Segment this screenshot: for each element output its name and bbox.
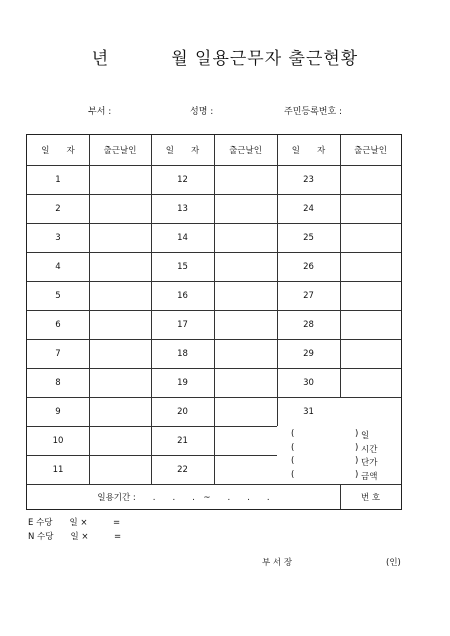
dept-head-label: 부 서 장 bbox=[262, 558, 293, 568]
title-year-suffix: 년 bbox=[91, 49, 110, 69]
day-number-cell: 28 bbox=[303, 319, 314, 330]
day-number-cell: 17 bbox=[177, 319, 188, 330]
day-number-cell: 2 bbox=[55, 203, 61, 214]
day-number-cell: 1 bbox=[55, 174, 61, 185]
column-header: 출근날인 bbox=[229, 146, 262, 156]
column-header: 일 자 bbox=[165, 146, 200, 156]
day-number-cell: 6 bbox=[55, 319, 61, 330]
page-title bbox=[0, 44, 450, 69]
day-number-cell: 24 bbox=[303, 203, 314, 214]
seal-mark: (인) bbox=[386, 558, 401, 568]
summary-open-paren: ( bbox=[291, 456, 295, 466]
day-number-cell: 16 bbox=[177, 290, 188, 301]
day-number-cell: 12 bbox=[177, 174, 188, 185]
day-number-cell: 19 bbox=[177, 377, 188, 388]
day-number-cell: 27 bbox=[303, 290, 314, 301]
day-number-cell: 26 bbox=[303, 261, 314, 272]
summary-unit-label: 금액 bbox=[361, 471, 378, 482]
employment-period-label: 일용기간 : . . . ~ . . . bbox=[97, 492, 270, 503]
day-number-cell: 22 bbox=[177, 464, 188, 475]
summary-close-paren: ) bbox=[355, 429, 359, 439]
summary-unit-label: 시간 bbox=[361, 444, 378, 455]
column-divider bbox=[340, 135, 341, 397]
summary-unit-label: 단가 bbox=[361, 458, 378, 468]
dept-label: 부서 : bbox=[88, 107, 112, 117]
attendance-table bbox=[26, 134, 402, 510]
day-number-cell: 23 bbox=[303, 174, 314, 185]
column-header: 일 자 bbox=[41, 146, 75, 156]
day-number-cell: 5 bbox=[55, 290, 61, 301]
day-number-cell: 4 bbox=[55, 261, 61, 272]
day-number-cell: 11 bbox=[52, 464, 64, 475]
day-number-cell: 7 bbox=[55, 348, 61, 359]
day-number-cell: 15 bbox=[177, 261, 188, 272]
summary-close-paren: ) bbox=[355, 442, 359, 453]
day-number-cell: 21 bbox=[177, 435, 188, 446]
day-number-cell: 13 bbox=[177, 203, 188, 214]
day-number-cell: 20 bbox=[177, 406, 188, 417]
column-header: 일 자 bbox=[291, 146, 326, 156]
n-allowance-line: N 수당 일 × = bbox=[28, 532, 122, 542]
day-number-cell: 18 bbox=[177, 348, 188, 359]
summary-close-paren: ) bbox=[355, 456, 359, 466]
name-label: 성명 : bbox=[190, 107, 214, 117]
summary-open-paren: ( bbox=[291, 442, 295, 453]
title-text: 월 일용근무자 출근현황 bbox=[171, 49, 359, 69]
summary-unit-label: 일 bbox=[361, 431, 370, 441]
day-number-cell: 8 bbox=[55, 377, 61, 388]
column-header: 출근날인 bbox=[103, 146, 137, 156]
day-number-cell: 3 bbox=[55, 232, 61, 243]
day-number-cell: 30 bbox=[303, 377, 314, 388]
number-label: 번 호 bbox=[360, 492, 381, 503]
summary-open-paren: ( bbox=[291, 429, 295, 439]
day-number-cell: 29 bbox=[303, 348, 314, 359]
summary-close-paren: ) bbox=[355, 469, 359, 480]
summary-open-paren: ( bbox=[291, 469, 295, 480]
id-number-label: 주민등록번호 : bbox=[284, 107, 343, 117]
day-number-cell: 10 bbox=[52, 435, 64, 446]
column-header: 출근날인 bbox=[354, 146, 387, 156]
e-allowance-line: E 수당 일 × = bbox=[28, 518, 121, 528]
day-number-cell: 9 bbox=[55, 406, 61, 417]
day-number-cell: 25 bbox=[303, 232, 314, 243]
day-number-cell: 31 bbox=[303, 406, 314, 417]
day-number-cell: 14 bbox=[177, 232, 188, 243]
